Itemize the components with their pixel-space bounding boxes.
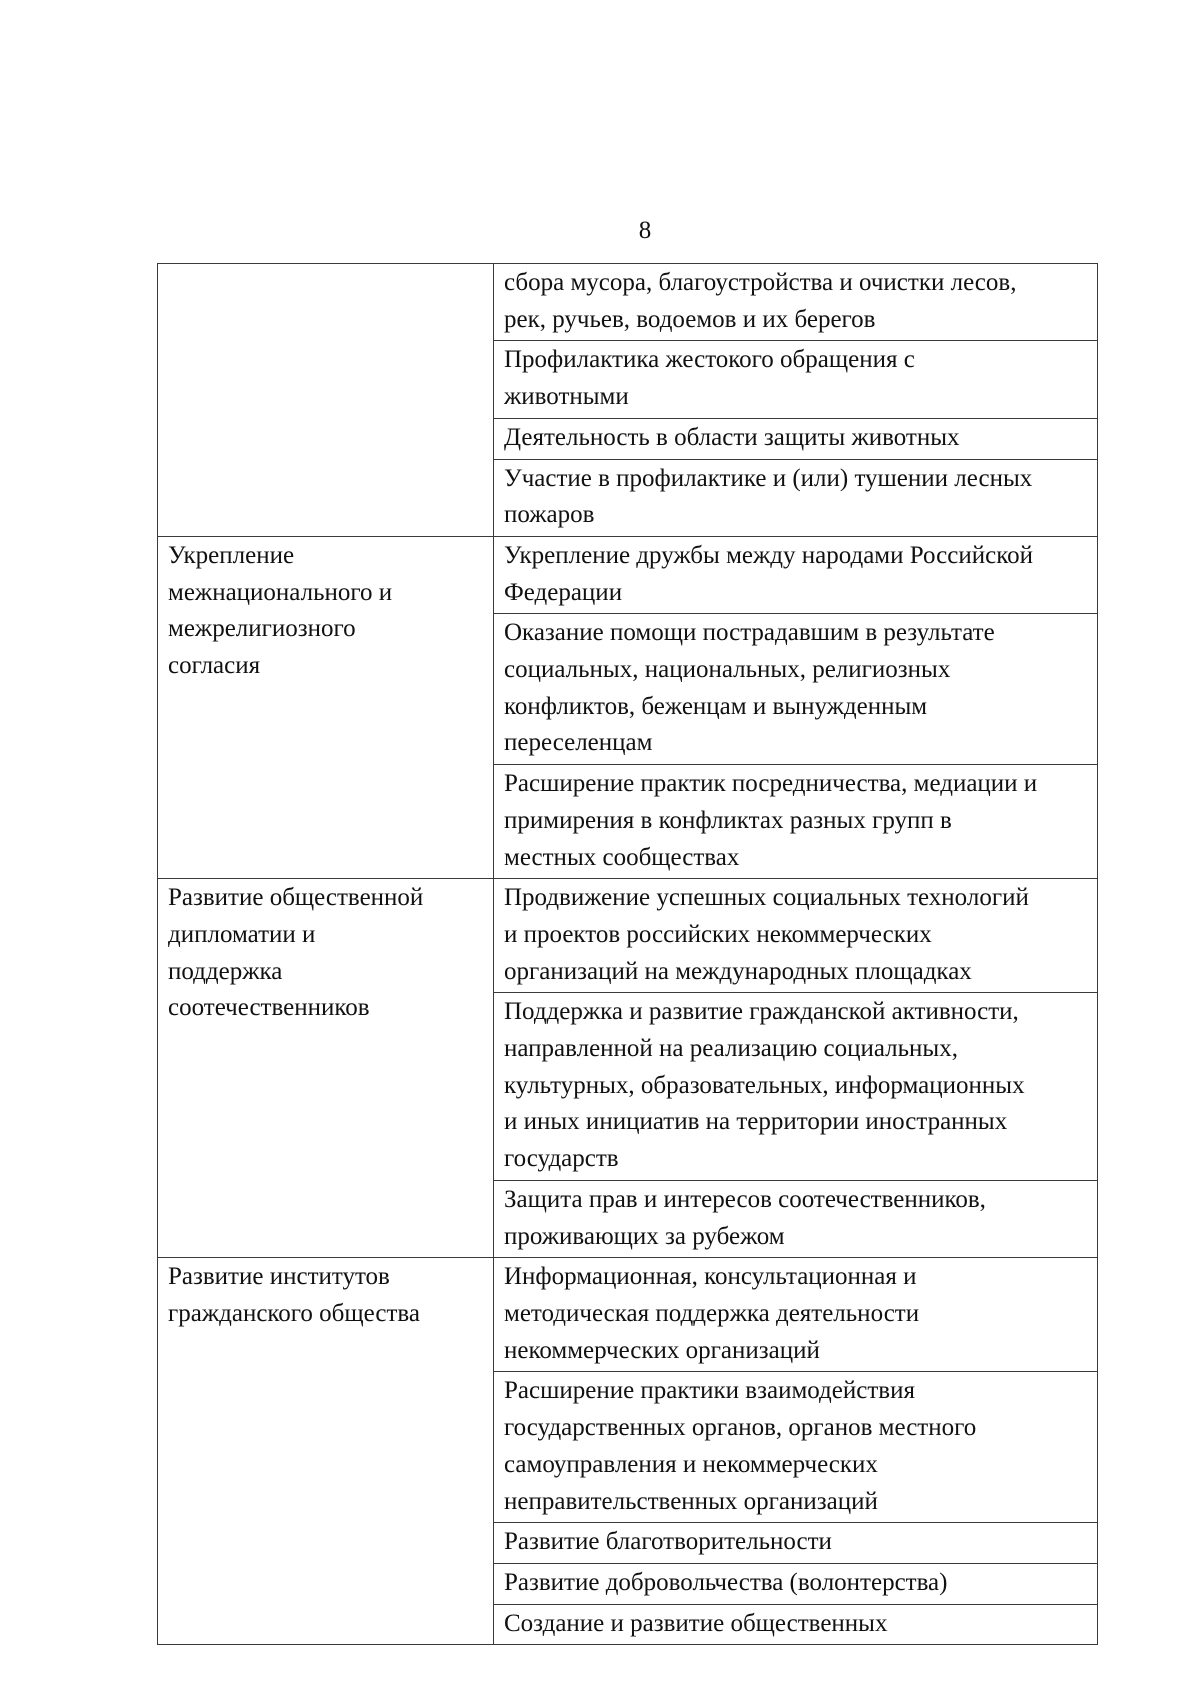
activity-cell (494, 879, 1098, 993)
text-line: культурных, образовательных, информационных (504, 1071, 1025, 1099)
text-line: переселенцам (504, 729, 653, 757)
text-line: животными (504, 383, 629, 411)
text-line: Защита прав и интересов соотечественников, (504, 1185, 986, 1213)
table-row (158, 879, 1098, 993)
text-line: межрелигиозного (168, 615, 356, 643)
text-line: и иных инициатив на территории иностранных (504, 1108, 1008, 1136)
activity-table (157, 263, 1098, 1645)
text-line: самоуправления и некоммерческих (504, 1450, 878, 1478)
text-line: Расширение практик посредничества, медиации и (504, 770, 1038, 798)
text-line: примирения в конфликтах разных групп в (504, 806, 952, 834)
text-line: Развитие добровольчества (волонтерства) (504, 1568, 948, 1596)
activity-cell (494, 1604, 1098, 1645)
text-line: организаций на международных площадках (504, 957, 972, 985)
text-line: Профилактика жестокого обращения с (504, 346, 915, 374)
text-line: местных сообществах (504, 843, 740, 871)
text-line: некоммерческих организаций (504, 1336, 820, 1364)
activity-cell (494, 459, 1098, 536)
text-line: Оказание помощи пострадавшим в результате (504, 619, 995, 647)
text-line: Продвижение успешных социальных технологий (504, 884, 1029, 912)
text-line: поддержка (168, 957, 283, 985)
text-line: Деятельность в области защиты животных (504, 423, 960, 451)
text-line: Федерации (504, 578, 623, 606)
activity-cell (494, 765, 1098, 879)
activity-cell (494, 1180, 1098, 1257)
text-line: неправительственных организаций (504, 1487, 878, 1515)
text-line: направленной на реализацию социальных, (504, 1035, 958, 1063)
text-line: социальных, национальных, религиозных (504, 656, 951, 684)
text-line: гражданского общества (168, 1299, 420, 1327)
text-line: межнационального и (168, 578, 393, 606)
text-line: Создание и развитие общественных (504, 1609, 888, 1637)
text-line: Укрепление дружбы между народами Российской (504, 541, 1033, 569)
activity-cell (494, 341, 1098, 418)
text-line: государственных органов, органов местного (504, 1414, 977, 1442)
category-cell (158, 1258, 494, 1645)
text-line: Укрепление (168, 541, 295, 569)
category-cell (158, 264, 494, 537)
text-line: конфликтов, беженцам и вынужденным (504, 692, 928, 720)
text-line: согласия (168, 652, 261, 680)
text-line: и проектов российских некоммерческих (504, 920, 932, 948)
text-line: Развитие благотворительности (504, 1528, 832, 1556)
text-line: государств (504, 1145, 619, 1173)
category-cell (158, 879, 494, 1258)
text-line: Информационная, консультационная и (504, 1263, 917, 1291)
activity-cell (494, 1523, 1098, 1564)
text-line: пожаров (504, 501, 595, 529)
table-body (158, 264, 1098, 1645)
text-line: рек, ручьев, водоемов и их берегов (504, 305, 876, 333)
text-line: Развитие общественной (168, 884, 424, 912)
text-line: Развитие институтов (168, 1263, 390, 1291)
text-line: Расширение практики взаимодействия (504, 1377, 915, 1405)
table-row (158, 264, 1098, 341)
text-line: сбора мусора, благоустройства и очистки лесов, (504, 269, 1017, 296)
activity-cell (494, 1372, 1098, 1523)
activity-cell (494, 1258, 1098, 1372)
text-line: методическая поддержка деятельности (504, 1299, 920, 1327)
activity-cell (494, 536, 1098, 613)
activity-cell (494, 1563, 1098, 1604)
text-line: проживающих за рубежом (504, 1222, 785, 1250)
page-number: 8 (638, 217, 652, 244)
text-line: дипломатии и (168, 920, 316, 948)
table-row (158, 536, 1098, 613)
activity-cell (494, 614, 1098, 765)
text-line: Поддержка и развитие гражданской активности, (504, 998, 1019, 1026)
activity-cell (494, 264, 1098, 341)
category-cell (158, 536, 494, 878)
text-line: соотечественников (168, 994, 370, 1022)
table-row (158, 1258, 1098, 1372)
activity-cell (494, 418, 1098, 459)
text-line: Участие в профилактике и (или) тушении лесных (504, 464, 1033, 492)
activity-cell (494, 993, 1098, 1181)
